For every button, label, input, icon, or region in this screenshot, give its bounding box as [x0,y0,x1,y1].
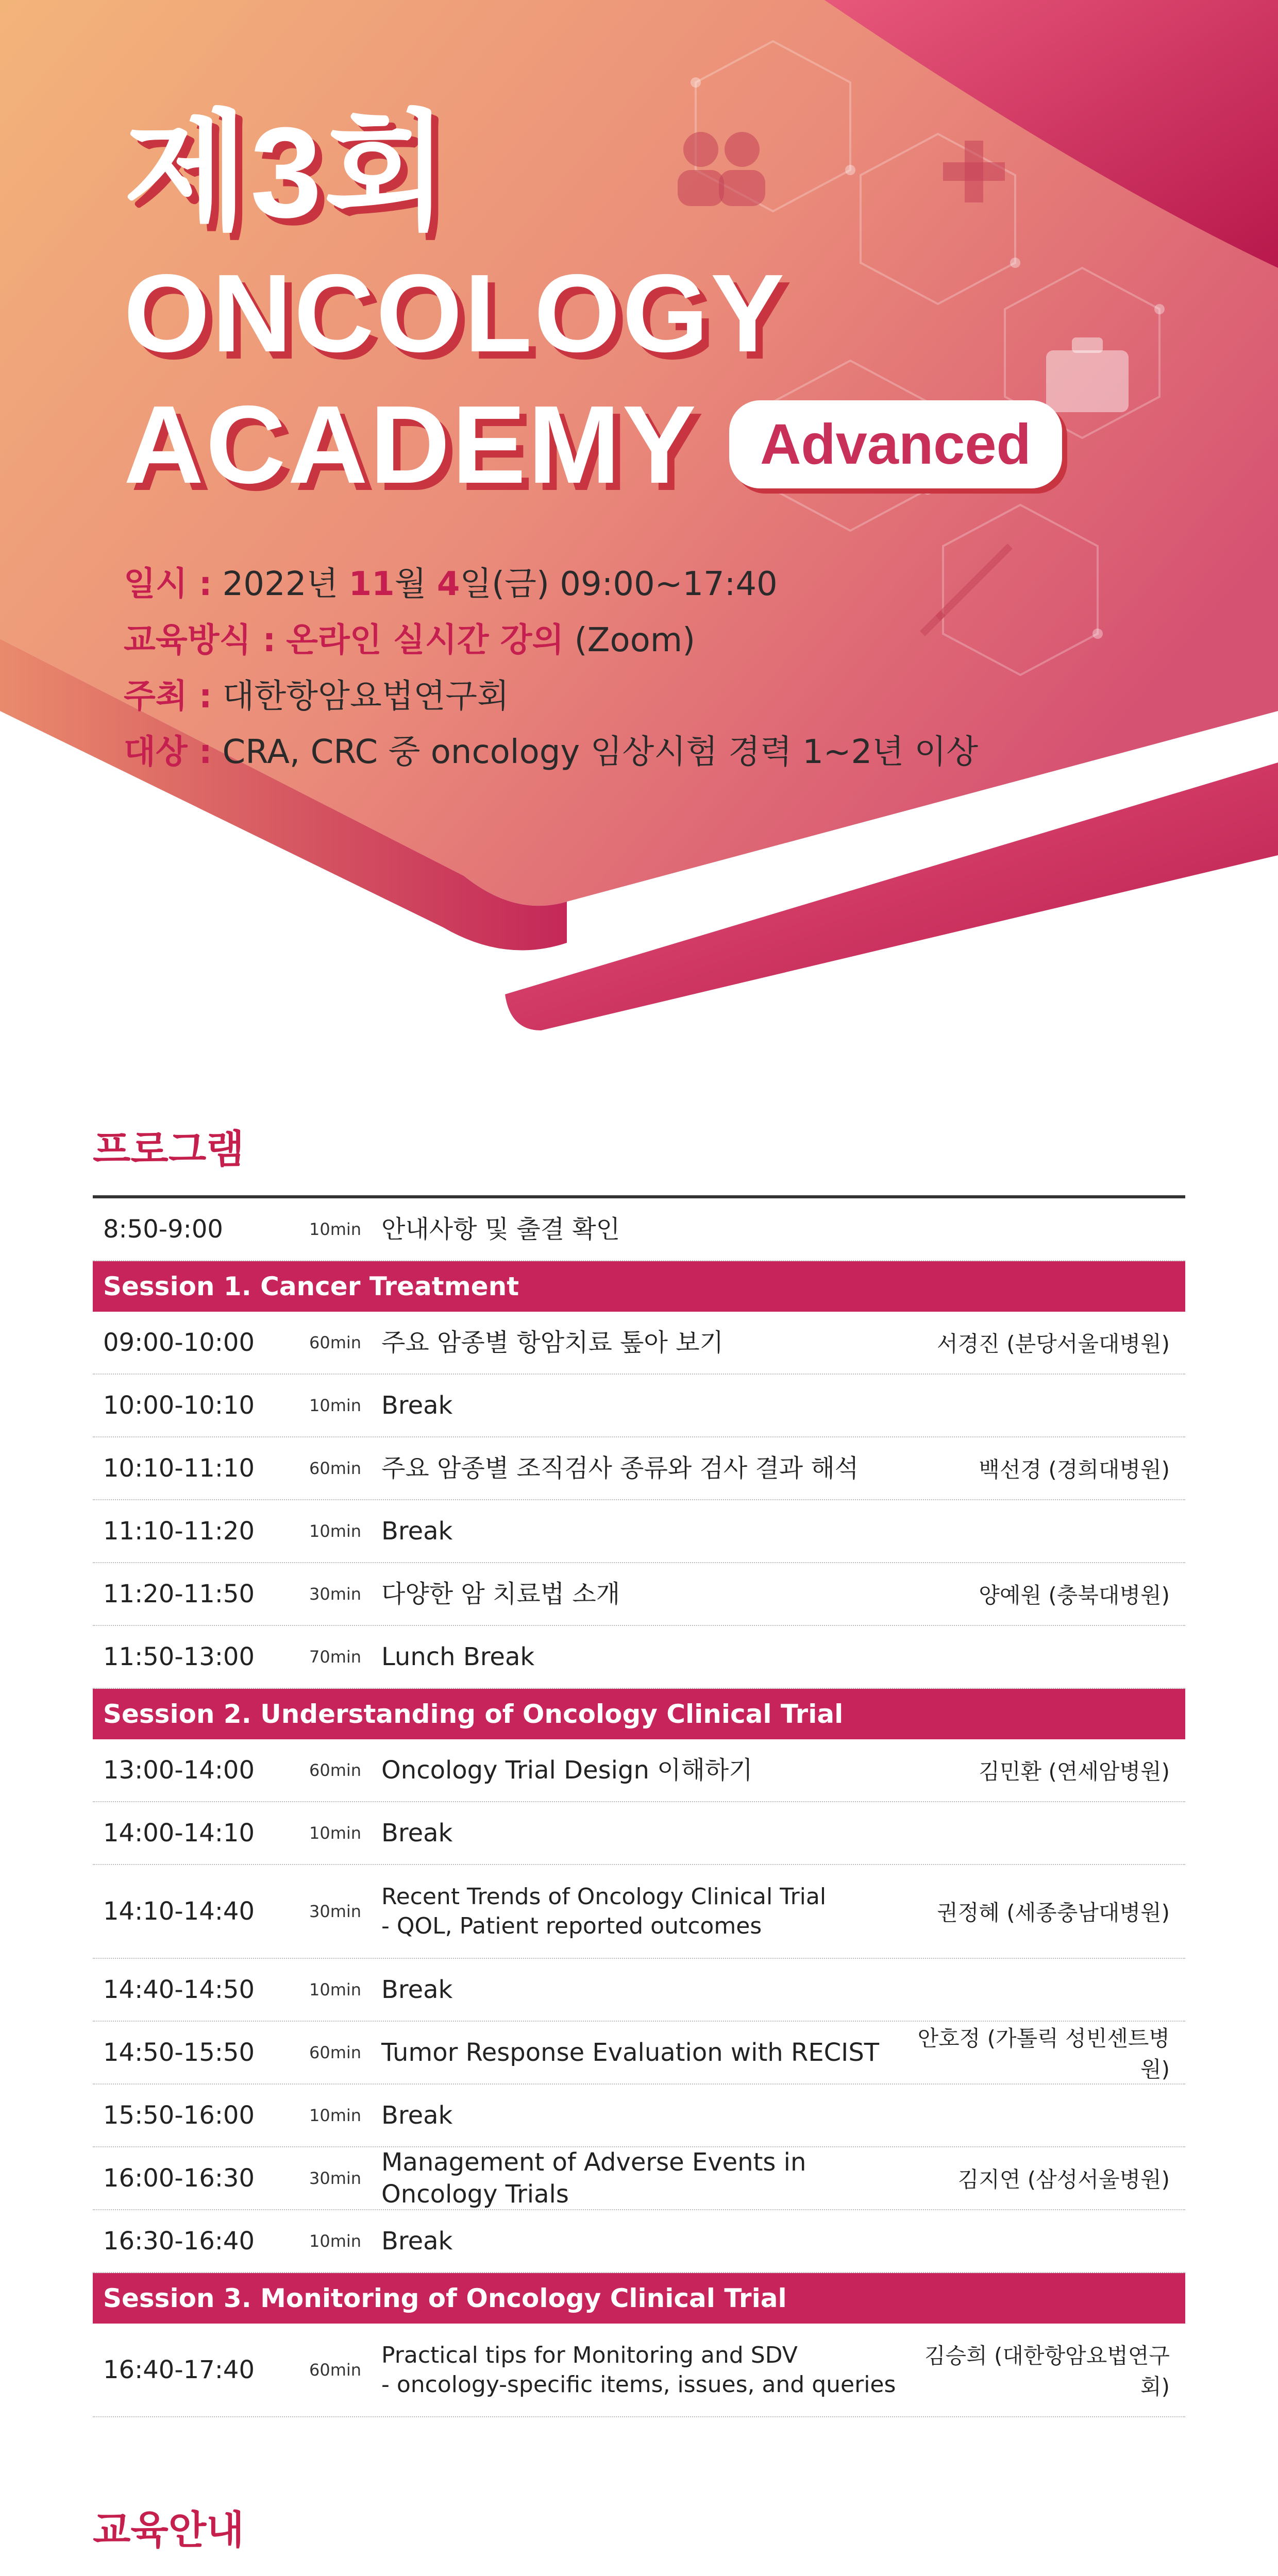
event-info-value [223,669,509,725]
program-time: 09:00-10:00 [103,1328,255,1357]
event-info-value [286,613,695,669]
program-title [381,1213,897,1245]
program-time: 14:00-14:10 [103,1819,255,1848]
program-time: 13:00-14:00 [103,1756,255,1785]
program-title [381,1515,897,1547]
program-speaker: 백선경 (경희대병원) [979,1457,1170,1482]
program-title-line: Tumor Response Evaluation with RECIST [381,2038,880,2067]
program-title [381,1754,897,1786]
program-title-line: Practical tips for Monitoring and SDV [381,2342,798,2368]
program-title-line: 주요 암종별 항암치료 톺아 보기 [381,1328,724,1357]
event-info-row [124,556,1154,613]
hero-title-row3 [124,382,1154,506]
program-duration: 10min [309,1823,362,1843]
session-header: Session 2. Understanding of Oncology Clinical Trial [93,1689,1185,1739]
program-duration: 60min [309,2043,362,2062]
program-time: 10:10-11:10 [103,1454,255,1483]
event-info-value-part: CRA, CRC 중 oncology 임상시험 경력 1~2년 이상 [222,733,979,772]
event-info-label: 주최 : [124,677,212,716]
program-title [381,1389,897,1421]
program-time: 16:00-16:30 [103,2164,255,2193]
program-subtitle-line: - oncology-specific items, issues, and queries [381,2371,896,2398]
event-info-label: 교육방식 : [124,621,276,659]
program-duration: 10min [309,2106,362,2125]
program-duration: 60min [309,1760,362,1780]
program-duration: 10min [309,1219,362,1239]
program-time: 16:40-17:40 [103,2355,255,2384]
program-title-line: Break [381,2226,453,2256]
program-duration: 60min [309,1333,362,1352]
program-title-line: Break [381,1975,453,2004]
program-time: 8:50-9:00 [103,1215,223,1244]
program-time: 14:10-14:40 [103,1897,255,1926]
program-subtitle-line: - QOL, Patient reported outcomes [381,1913,762,1939]
program-duration: 10min [309,2231,362,2251]
program-row [93,1375,1185,1437]
program-table [93,1195,1185,2417]
program-speaker: 김지연 (삼성서울병원) [957,2167,1170,2192]
program-row [93,1437,1185,1500]
program-title [381,1817,897,1849]
event-info-row [124,613,1154,669]
program-time: 16:30-16:40 [103,2227,255,2256]
event-info-value-part: (Zoom) [564,621,696,659]
hero-title-line3: ACADEMY [124,382,698,506]
program-title-line: Recent Trends of Oncology Clinical Trial [381,1883,827,1910]
event-info-value [223,724,979,781]
education-section-title: 교육안내 [93,2507,244,2553]
event-info-value-part: 4 [436,565,460,603]
program-time: 14:50-15:50 [103,2038,255,2067]
hero-content [124,100,1154,781]
program-duration: 70min [309,1647,362,1667]
program-row [93,1959,1185,2022]
program-row [93,1563,1185,1626]
program-duration: 10min [309,1396,362,1415]
program-row [93,2210,1185,2273]
event-info-value-part: 온라인 실시간 강의 [286,621,564,659]
program-title [381,1327,897,1359]
program-title-line: Management of Adverse Events in Oncology Trials [381,2147,806,2209]
program-title-line: 다양한 암 치료법 소개 [381,1579,620,1608]
program-title [381,1974,897,2006]
event-info-list [124,556,1154,781]
event-info-value-part: 일(금) 09:00~17:40 [460,565,778,603]
program-title [381,1882,897,1941]
program-title-line: 안내사항 및 출결 확인 [381,1214,620,1244]
program-row [93,1739,1185,1802]
session-header: Session 3. Monitoring of Oncology Clinical Trial [93,2273,1185,2324]
program-duration: 30min [309,1584,362,1604]
hero-banner [0,0,1278,1030]
program-title-line: Lunch Break [381,1642,535,1671]
program-row [93,1865,1185,1959]
program-speaker: 서경진 (분당서울대병원) [937,1331,1170,1357]
program-duration: 10min [309,1980,362,1999]
program-speaker: 권정혜 (세종충남대병원) [937,1900,1170,1925]
program-speaker: 김승희 (대한항암요법연구회) [924,2343,1170,2399]
event-info-value-part: 월 [394,565,437,603]
event-info-value-part: 대한항암요법연구회 [222,677,509,716]
program-row [93,2022,1185,2084]
event-info-value-part: 11 [348,565,395,603]
program-row [93,1198,1185,1261]
event-info-value [223,556,778,613]
program-duration: 60min [309,2360,362,2380]
program-time: 15:50-16:00 [103,2101,255,2130]
program-row [93,2147,1185,2210]
program-title [381,2341,897,2399]
session-header: Session 1. Cancer Treatment [93,1261,1185,1312]
program-row [93,2324,1185,2417]
program-title-line: Break [381,2100,453,2130]
program-speaker: 양예원 (충북대병원) [979,1583,1170,1608]
program-row [93,1500,1185,1563]
event-info-row [124,724,1154,781]
program-title [381,2146,897,2211]
program-title [381,2225,897,2257]
program-duration: 30min [309,1902,362,1921]
program-row [93,1626,1185,1689]
program-section-title: 프로그램 [93,1126,244,1172]
program-time: 10:00-10:10 [103,1391,255,1420]
program-title-line: Break [381,1516,453,1546]
event-info-row [124,669,1154,725]
program-duration: 30min [309,2168,362,2188]
program-row [93,1802,1185,1865]
program-time: 11:50-13:00 [103,1642,255,1671]
program-time: 11:10-11:20 [103,1517,255,1546]
program-title-line: 주요 암종별 조직검사 종류와 검사 결과 해석 [381,1453,859,1483]
hero-title-line2: ONCOLOGY [124,251,787,375]
program-title [381,2037,897,2069]
program-time: 14:40-14:50 [103,1975,255,2004]
hero-title-line1: 제3회 [124,100,451,244]
program-speaker: 안호정 (가톨릭 성빈센트병원) [917,2026,1170,2082]
program-row [93,2084,1185,2147]
program-time: 11:20-11:50 [103,1580,255,1608]
advanced-badge: Advanced [729,400,1062,488]
event-info-label: 일시 : [124,565,212,603]
event-info-value-part: 2022년 [222,565,349,603]
program-title-line: Oncology Trial Design 이해하기 [381,1755,753,1785]
program-title [381,2099,897,2131]
program-speaker: 김민환 (연세암병원) [979,1759,1170,1784]
program-duration: 10min [309,1521,362,1541]
program-title [381,1452,897,1484]
event-info-label: 대상 : [124,733,212,772]
program-title-line: Break [381,1818,453,1848]
program-row [93,1312,1185,1375]
program-title [381,1641,897,1673]
program-title-line: Break [381,1391,453,1420]
program-title [381,1578,897,1610]
program-duration: 60min [309,1459,362,1478]
